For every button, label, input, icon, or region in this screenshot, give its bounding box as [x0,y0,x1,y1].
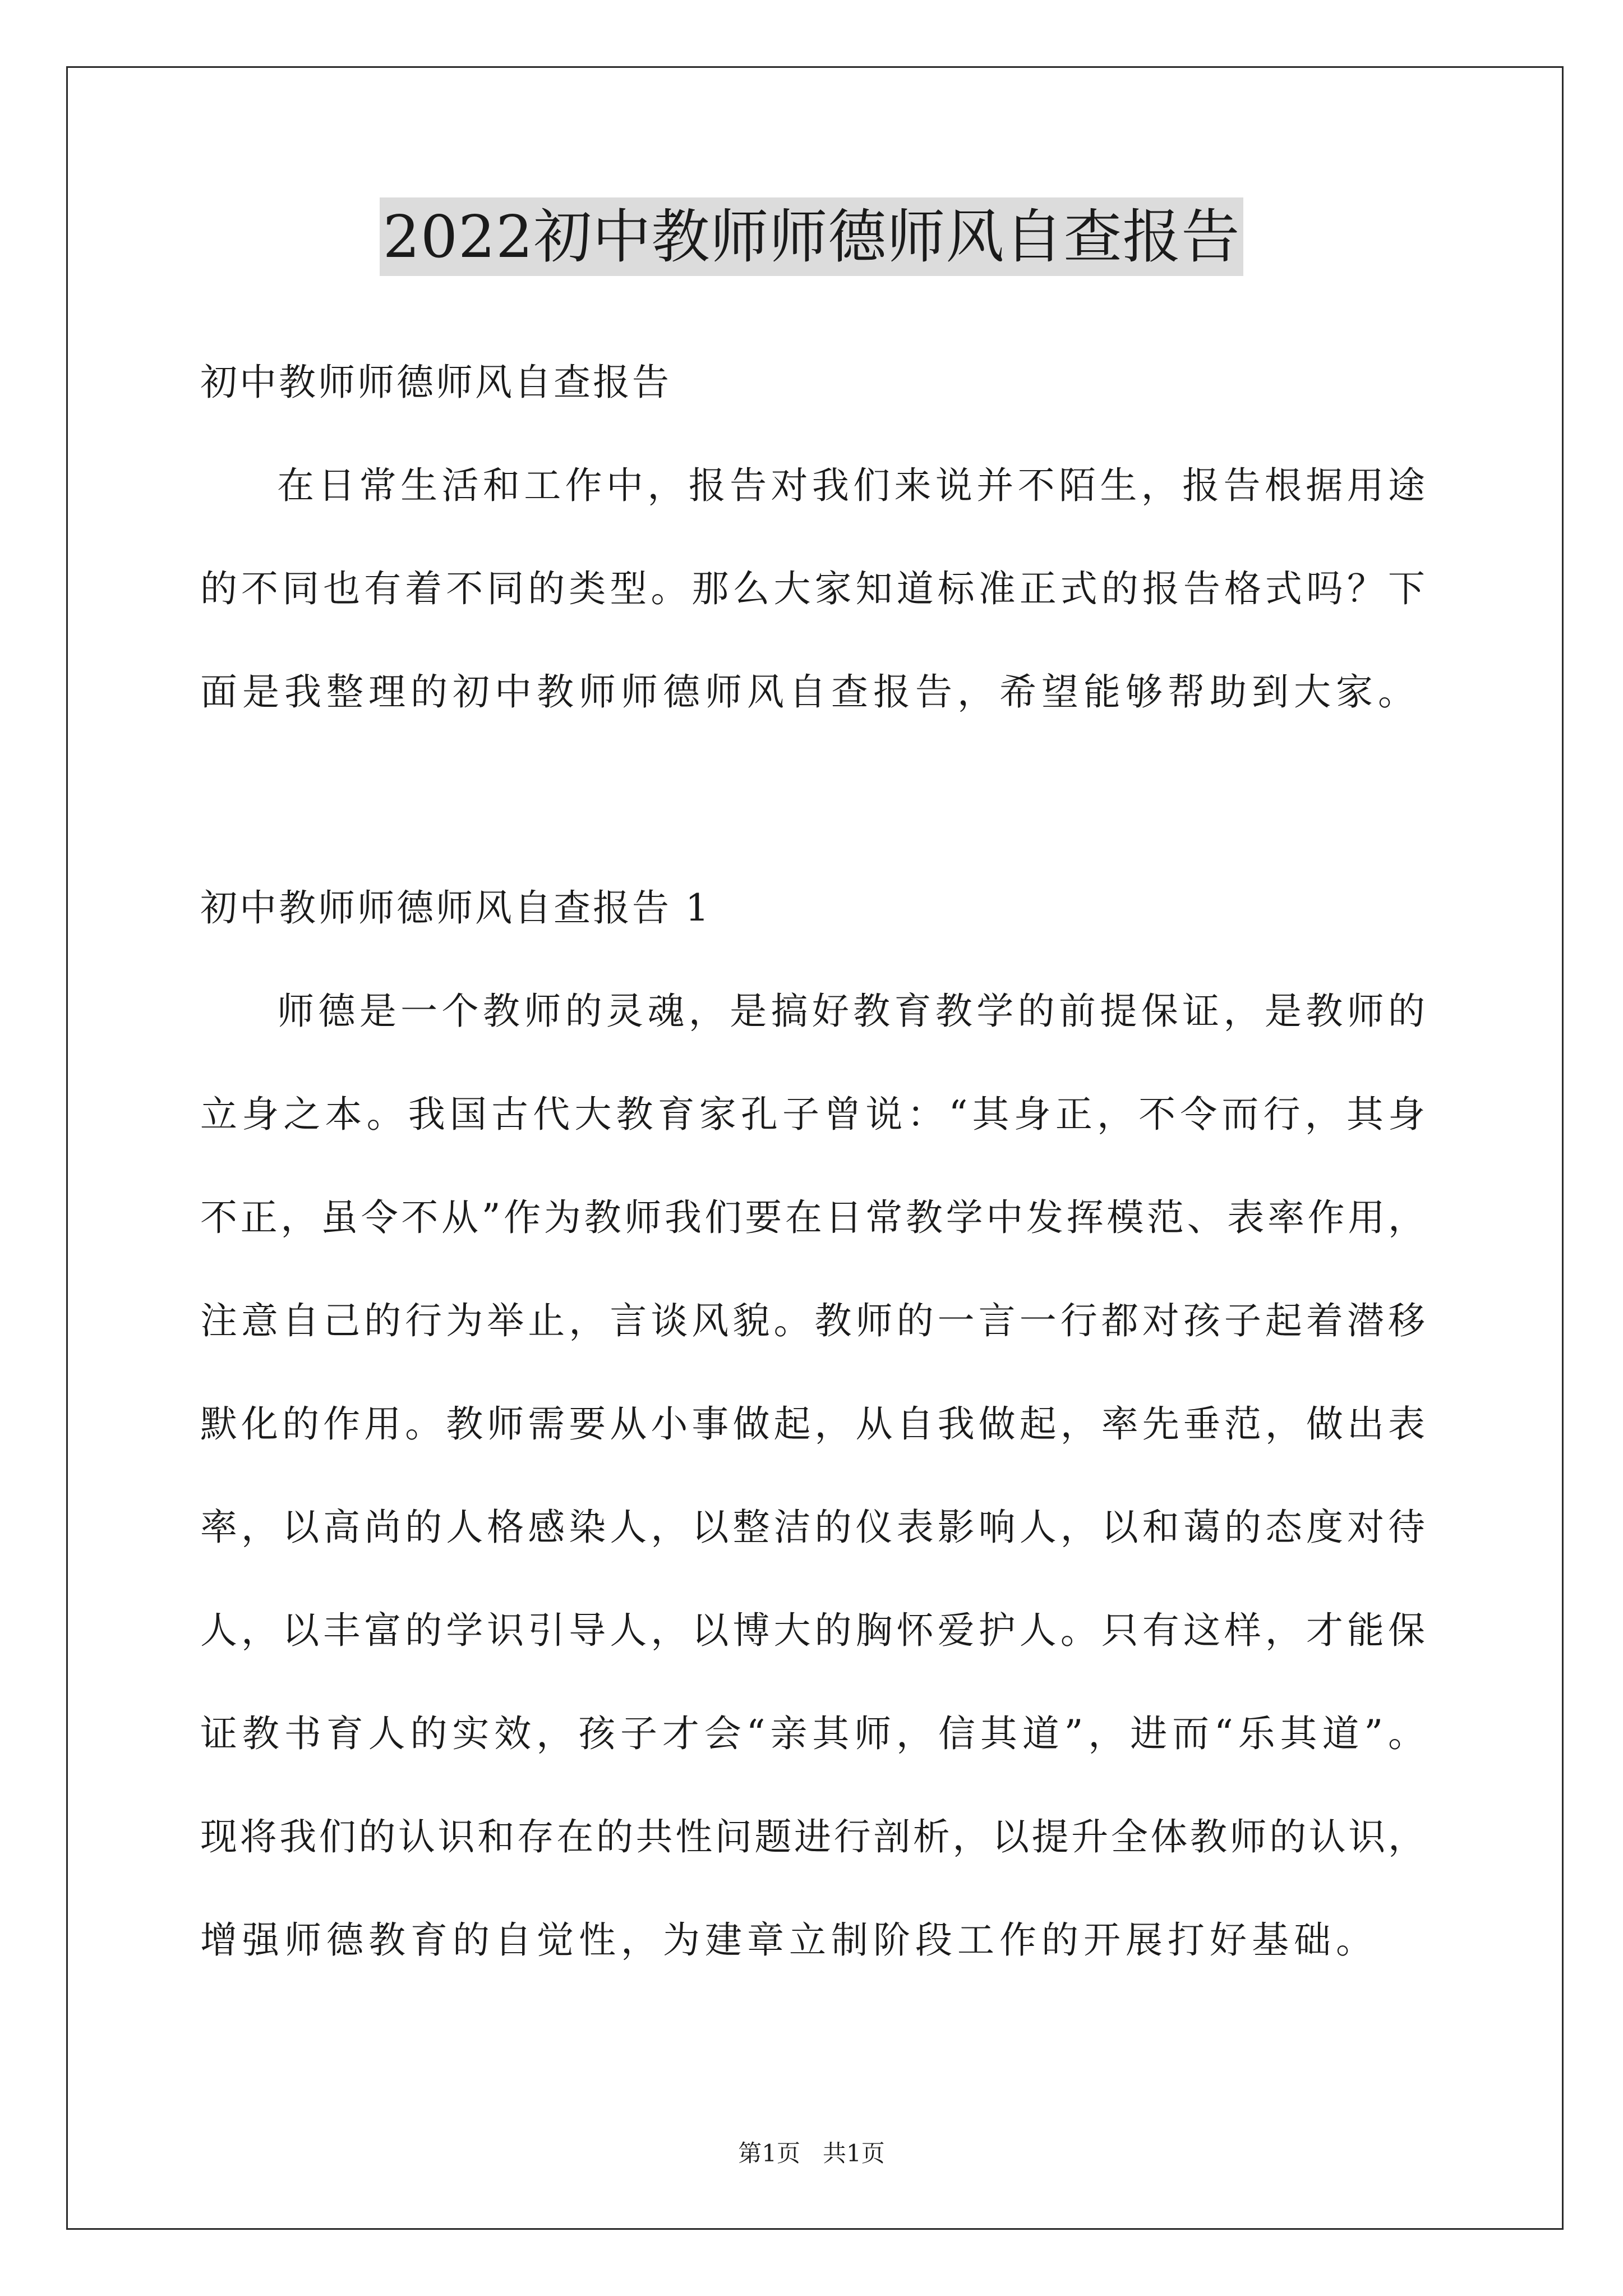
section-heading: 初中教师师德师风自查报告 1 [200,886,711,930]
section-paragraph-line: 人，以丰富的学识引导人，以博大的胸怀爱护人。只有这样，才能保 [200,1609,1425,1652]
title-container [0,197,1623,276]
intro-paragraph-line: 在日常生活和工作中，报告对我们来说并不陌生，报告根据用途 [277,464,1425,507]
section-paragraph-line: 师德是一个教师的灵魂，是搞好教育教学的前提保证，是教师的 [277,990,1425,1033]
intro-heading: 初中教师师德师风自查报告 [200,361,671,404]
section-paragraph-line: 默化的作用。教师需要从小事做起，从自我做起，率先垂范，做出表 [200,1402,1425,1446]
section-paragraph-line: 注意自己的行为举止，言谈风貌。教师的一言一行都对孩子起着潜移 [200,1299,1425,1342]
section-paragraph-line: 现将我们的认识和存在的共性问题进行剖析，以提升全体教师的认识， [200,1815,1425,1858]
intro-paragraph-line: 面是我整理的初中教师师德师风自查报告，希望能够帮助到大家。 [200,670,1420,714]
section-paragraph-line: 率，以高尚的人格感染人，以整洁的仪表影响人，以和蔼的态度对待 [200,1506,1425,1549]
document-title: 2022初中教师师德师风自查报告 [380,197,1244,276]
section-paragraph-line: 立身之本。我国古代大教育家孔子曾说：“其身正，不令而行，其身 [200,1093,1425,1136]
section-paragraph-line: 增强师德教育的自觉性，为建章立制阶段工作的开展打好基础。 [200,1918,1378,1962]
intro-paragraph-line: 的不同也有着不同的类型。那么大家知道标准正式的报告格式吗？下 [200,567,1425,610]
page-footer: 第1页 共1页 [738,2139,885,2167]
section-paragraph-line: 证教书育人的实效，孩子才会“亲其师，信其道”，进而“乐其道”。 [200,1712,1425,1755]
section-paragraph-line: 不正，虽令不从”作为教师我们要在日常教学中发挥模范、表率作用， [200,1196,1425,1239]
